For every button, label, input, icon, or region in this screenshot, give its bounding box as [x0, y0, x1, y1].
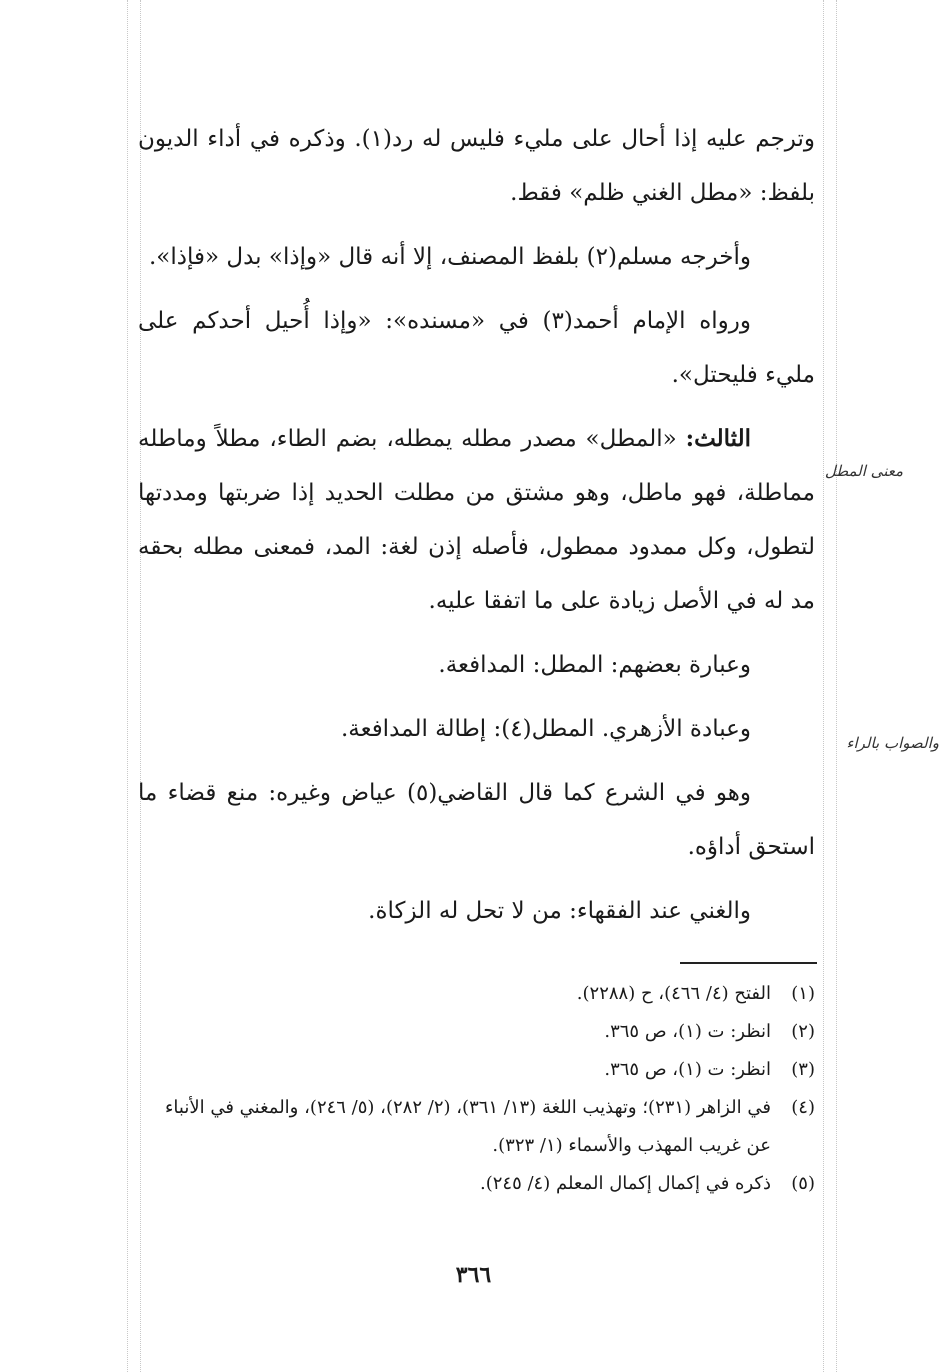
page-number: ٣٦٦ [455, 1262, 492, 1288]
footnote-number: (١) [791, 983, 815, 1004]
footnote [138, 1051, 815, 1089]
footnote-number: (٢) [791, 1021, 815, 1042]
paragraph: وأخرجه مسلم(٢) بلفظ المصنف، إلا أنه قال «وإذا» بدل «فإذا». [148, 244, 751, 270]
footnotes [138, 975, 815, 1203]
footnote [138, 1089, 815, 1165]
paragraph: وترجم عليه إذا أحال على مليء فليس له رد(١). وذكره في أداء الديون بلفظ: «مطل الغني ظلم» فقط. [138, 126, 816, 206]
footnote-number: (٤) [791, 1097, 815, 1118]
footnote [138, 1013, 815, 1051]
scan-guide-line [836, 0, 837, 1372]
paragraph [138, 412, 815, 628]
paragraph: وعبارة بعضهم: المطل: المدافعة. [438, 652, 751, 678]
footnote-number: (٣) [791, 1059, 815, 1080]
main-text [138, 112, 815, 948]
footnote-text: الفتح (٤/ ٤٦٦)، ح (٢٢٨٨). [576, 983, 771, 1004]
paragraph: والغني عند الفقهاء: من لا تحل له الزكاة. [368, 898, 751, 924]
scan-guide-line [127, 0, 128, 1372]
paragraph-text: «المطل» مصدر مطله يمطله، بضم الطاء، مطلاً وماطله مماطلة، فهو ماطل، وهو مشتق من مطلت الحديد إذا ضربتها ومددتها لتطول، وكل ممدود ممطول، فأصله إذن لغة: المد، فمعنى مطله بحقه مد له في الأصل زيادة على ما اتفقا عليه. [138, 426, 815, 614]
footnote-text: ذكره في إكمال إكمال المعلم (٤/ ٢٤٥). [479, 1173, 771, 1194]
footnote-text: في الزاهر (٢٣١)؛ وتهذيب اللغة (١٣/ ٣٦١)، (٢/ ٢٨٢)، (٥/ ٢٤٦)، والمغني في الأنباء عن غريب المهذب والأسماء (١/ ٣٢٣). [164, 1097, 771, 1156]
paragraph: وهو في الشرع كما قال القاضي(٥) عياض وغيره: منع قضاء ما استحق أداؤه. [138, 780, 815, 860]
footnote [138, 975, 815, 1013]
footnote-divider [680, 962, 817, 964]
footnote [138, 1165, 815, 1203]
paragraph: ورواه الإمام أحمد(٣) في «مسنده»: «وإذا أُحيل أحدكم على مليء فليحتل». [138, 308, 815, 388]
footnote-number: (٥) [791, 1173, 815, 1194]
paragraph: وعبادة الأزهري. المطل(٤): إطالة المدافعة. [340, 716, 751, 742]
scan-guide-line [823, 0, 824, 1372]
margin-note: معنى المطل [824, 462, 903, 480]
margin-note: والصواب بالراء [846, 734, 939, 752]
footnote-text: انظر: ت (١)، ص ٣٦٥. [604, 1059, 771, 1080]
footnote-text: انظر: ت (١)، ص ٣٦٥. [604, 1021, 771, 1042]
section-heading: الثالث: [685, 425, 752, 452]
